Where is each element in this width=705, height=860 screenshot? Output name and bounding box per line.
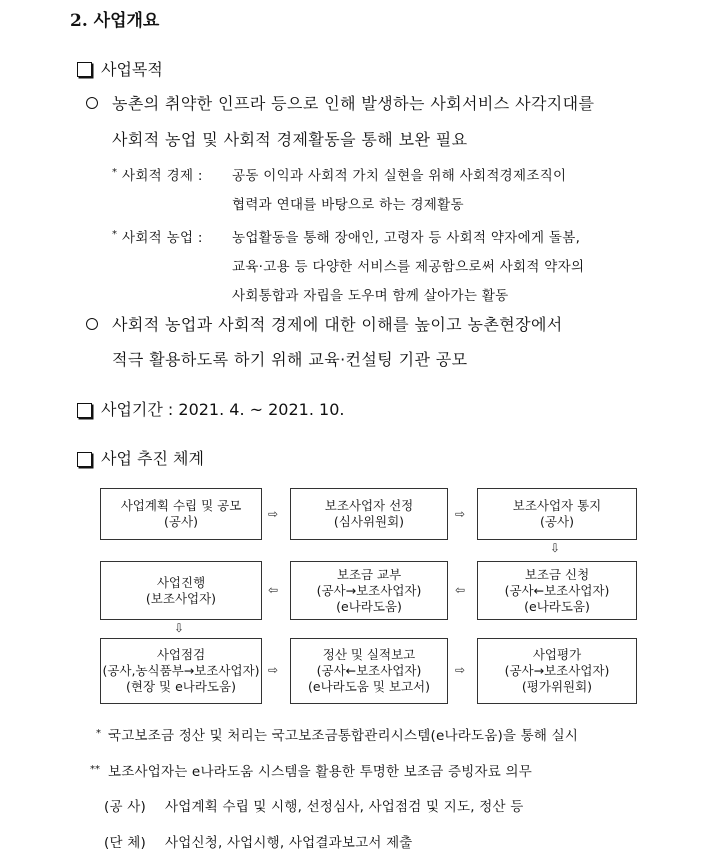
note-social-farming-line-3: 사회통합과 자립을 도우며 함께 살아가는 활동 — [232, 288, 509, 304]
flow-step-sub: (공사→보조사업자) — [316, 582, 422, 598]
flow-step-title: 보조금 교부 — [336, 566, 402, 582]
flow-step-sub: (e나라도움) — [524, 598, 590, 614]
arrow-right-icon: ⇨ — [455, 507, 466, 521]
note-social-farming-label: 사회적 농업 : — [122, 230, 203, 246]
purpose-bullet-2-line-2: 적극 활용하도록 하기 위해 교육·컨설팅 기관 공모 — [112, 350, 468, 369]
section-title-purpose: 사업목적 — [101, 60, 163, 79]
footnote-two-star-mark: ** — [90, 764, 100, 775]
flow-step-sub: (보조사업자) — [145, 590, 217, 606]
note-star-mark: * — [112, 229, 117, 240]
flow-step-progress — [100, 561, 262, 620]
flow-step-title: 보조금 신청 — [524, 566, 590, 582]
note-social-farming-line-2: 교육·고용 등 다양한 서비스를 제공함으로써 사회적 약자의 — [232, 259, 585, 275]
note-star-mark: * — [112, 167, 117, 178]
flow-step-title: 보조사업자 선정 — [324, 498, 414, 513]
flow-step-grant-apply — [477, 561, 637, 620]
flow-step-sub: (심사위원회) — [333, 514, 405, 529]
flow-step-sub: (e나라도움 및 보고서) — [308, 679, 430, 694]
footnote-two-star: 보조사업자는 e나라도움 시스템을 활용한 투명한 보조금 증빙자료 의무 — [108, 764, 532, 780]
checkbox-square-icon — [77, 403, 92, 418]
checkbox-square-icon — [77, 452, 92, 467]
arrow-right-icon: ⇨ — [268, 663, 279, 677]
flow-step-sub: (공사→보조사업자) — [504, 663, 610, 678]
note-social-economy-line-2: 협력과 연대를 바탕으로 하는 경제활동 — [232, 197, 464, 213]
flow-step-settlement — [290, 638, 448, 704]
flow-step-title: 사업계획 수립 및 공모 — [120, 498, 242, 513]
note-social-economy-line-1: 공동 이익과 사회적 가치 실현을 위해 사회적경제조직이 — [232, 168, 567, 184]
footnote-org-label: (단 체) — [104, 835, 146, 851]
purpose-bullet-2-line-1: 사회적 농업과 사회적 경제에 대한 이해를 높이고 농촌현장에서 — [112, 315, 563, 334]
flow-step-evaluation — [477, 638, 637, 704]
arrow-right-icon: ⇨ — [268, 507, 279, 521]
flow-step-title: 사업평가 — [532, 647, 582, 662]
note-social-economy-label: 사회적 경제 : — [122, 168, 203, 184]
checkbox-square-icon — [77, 62, 92, 77]
arrow-left-icon: ⇦ — [268, 583, 279, 597]
purpose-bullet-1-line-2: 사회적 농업 및 사회적 경제활동을 통해 보완 필요 — [112, 130, 468, 149]
arrow-left-icon: ⇦ — [455, 583, 466, 597]
flow-step-inspection — [100, 638, 262, 704]
flow-step-title: 사업진행 — [156, 574, 206, 590]
section-title-system: 사업 추진 체계 — [101, 449, 204, 468]
flow-step-sub: (공사) — [164, 514, 198, 529]
flow-step-notice — [477, 488, 637, 540]
flow-step-sub: (공사,농식품부→보조사업자) — [102, 663, 260, 678]
section-heading: 2. 사업개요 — [70, 11, 160, 31]
flow-step-sub: (공사←보조사업자) — [316, 663, 422, 678]
flow-step-title: 사업점검 — [156, 647, 206, 662]
flow-step-title: 보조사업자 통지 — [512, 498, 602, 513]
footnote-agency-text: 사업계획 수립 및 시행, 선정심사, 사업점검 및 지도, 정산 등 — [165, 799, 524, 815]
footnote-one-star: 국고보조금 정산 및 처리는 국고보조금통합관리시스템(e나라도움)을 통해 실시 — [108, 728, 579, 744]
footnote-one-star-mark: * — [96, 728, 101, 739]
footnote-org-text: 사업신청, 사업시행, 사업결과보고서 제출 — [165, 835, 413, 851]
arrow-down-icon: ⇩ — [550, 541, 561, 555]
circle-bullet-icon — [86, 97, 98, 109]
note-social-farming-line-1: 농업활동을 통해 장애인, 고령자 등 사회적 약자에게 돌봄, — [232, 230, 581, 246]
flow-step-selection — [290, 488, 448, 540]
flow-step-sub: (현장 및 e나라도움) — [126, 679, 236, 694]
arrow-down-icon: ⇩ — [174, 621, 185, 635]
flow-step-sub: (평가위원회) — [521, 679, 593, 694]
footnote-agency-label: (공 사) — [104, 799, 146, 815]
flow-step-grant-issue — [290, 561, 448, 620]
purpose-bullet-1-line-1: 농촌의 취약한 인프라 등으로 인해 발생하는 사회서비스 사각지대를 — [112, 94, 595, 113]
circle-bullet-icon — [86, 318, 98, 330]
section-title-period: 사업기간 : 2021. 4. ~ 2021. 10. — [101, 400, 345, 419]
flow-step-sub: (공사←보조사업자) — [504, 582, 610, 598]
flow-step-plan — [100, 488, 262, 540]
arrow-right-icon: ⇨ — [455, 663, 466, 677]
flow-step-title: 정산 및 실적보고 — [322, 647, 416, 662]
flow-step-sub: (공사) — [540, 514, 574, 529]
flow-step-sub: (e나라도움) — [336, 598, 402, 614]
